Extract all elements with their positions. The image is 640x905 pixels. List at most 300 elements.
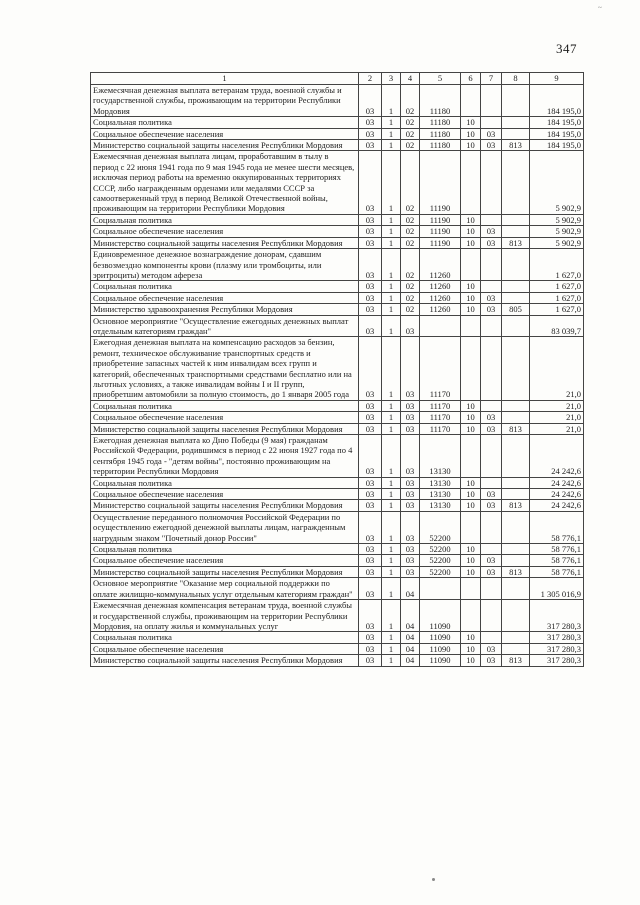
code-gr-cell: 03 (359, 151, 382, 214)
table-row (91, 489, 584, 500)
code-sp-cell: 1 (382, 337, 401, 400)
code-dir-cell: 52200 (420, 555, 461, 566)
code-subsection-cell (481, 632, 502, 643)
code-gr-cell: 03 (359, 578, 382, 600)
item-name-cell: Социальная политика (91, 400, 359, 411)
code-main-cell: 02 (401, 304, 420, 315)
table-row (91, 337, 584, 400)
code-section-cell: 10 (461, 214, 481, 225)
code-main-cell: 03 (401, 489, 420, 500)
code-gr-cell: 03 (359, 304, 382, 315)
amount-cell: 21,0 (530, 412, 584, 423)
code-gr-cell: 03 (359, 226, 382, 237)
code-main-cell: 02 (401, 292, 420, 303)
code-dir-cell: 52200 (420, 566, 461, 577)
code-dir-cell: 11090 (420, 600, 461, 632)
scan-speck (432, 878, 435, 881)
code-main-cell: 02 (401, 226, 420, 237)
code-main-cell: 03 (401, 511, 420, 543)
code-dir-cell: 11180 (420, 117, 461, 128)
code-dir-cell: 11170 (420, 337, 461, 400)
code-dept-cell (502, 435, 530, 478)
code-section-cell: 10 (461, 128, 481, 139)
code-main-cell: 03 (401, 435, 420, 478)
amount-cell: 184 195,0 (530, 140, 584, 151)
code-section-cell (461, 85, 481, 117)
table-row (91, 632, 584, 643)
code-main-cell: 03 (401, 566, 420, 577)
code-section-cell (461, 600, 481, 632)
code-section-cell (461, 578, 481, 600)
amount-cell: 21,0 (530, 400, 584, 411)
code-subsection-cell: 03 (481, 292, 502, 303)
code-main-cell: 04 (401, 632, 420, 643)
code-gr-cell: 03 (359, 249, 382, 281)
code-dir-cell: 11180 (420, 128, 461, 139)
code-dir-cell (420, 578, 461, 600)
item-name-cell: Социальная политика (91, 281, 359, 292)
code-main-cell: 03 (401, 500, 420, 511)
code-dir-cell: 11170 (420, 400, 461, 411)
table-row (91, 477, 584, 488)
amount-cell: 5 902,9 (530, 214, 584, 225)
corner-scan-mark: ~ (598, 4, 602, 12)
code-dept-cell (502, 555, 530, 566)
amount-cell: 58 776,1 (530, 511, 584, 543)
item-name-cell: Министерство социальной защиты населения Республики Мордовия (91, 237, 359, 248)
code-sp-cell: 1 (382, 128, 401, 139)
item-name-cell: Ежемесячная денежная выплата ветеранам труда, военной службы и государственной службы, проживающим на территории Республики Мордовия (91, 85, 359, 117)
code-dir-cell: 13130 (420, 489, 461, 500)
code-section-cell: 10 (461, 555, 481, 566)
code-dept-cell (502, 578, 530, 600)
item-name-cell: Ежемесячная денежная выплата лицам, проработавшим в тылу в период с 22 июня 1941 года по 9 мая 1945 года не менее шести месяцев, исключая период работы на временно оккупированных территориях СССР, либо награжденным орденами или медалями СССР за самоотверженный труд в период Великой Отечественной войны, проживающим на территории Республики Мордовия (91, 151, 359, 214)
code-dept-cell (502, 544, 530, 555)
code-subsection-cell: 03 (481, 304, 502, 315)
code-dir-cell: 13130 (420, 477, 461, 488)
code-subsection-cell (481, 511, 502, 543)
code-gr-cell: 03 (359, 500, 382, 511)
code-dept-cell (502, 226, 530, 237)
code-dir-cell: 11180 (420, 85, 461, 117)
code-subsection-cell: 03 (481, 412, 502, 423)
code-dept-cell: 813 (502, 237, 530, 248)
item-name-cell: Министерство социальной защиты населения Республики Мордовия (91, 140, 359, 151)
code-subsection-cell (481, 85, 502, 117)
code-sp-cell: 1 (382, 249, 401, 281)
amount-cell: 5 902,9 (530, 237, 584, 248)
code-sp-cell: 1 (382, 578, 401, 600)
code-section-cell: 10 (461, 477, 481, 488)
table-row (91, 304, 584, 315)
code-sp-cell: 1 (382, 544, 401, 555)
code-sp-cell: 1 (382, 214, 401, 225)
code-sp-cell: 1 (382, 566, 401, 577)
code-dept-cell (502, 412, 530, 423)
table-row (91, 500, 584, 511)
code-dept-cell (502, 281, 530, 292)
item-name-cell: Социальное обеспечение населения (91, 555, 359, 566)
code-main-cell: 03 (401, 337, 420, 400)
code-sp-cell: 1 (382, 226, 401, 237)
code-dir-cell: 11170 (420, 423, 461, 434)
code-dir-cell: 11260 (420, 304, 461, 315)
code-gr-cell: 03 (359, 412, 382, 423)
code-gr-cell: 03 (359, 128, 382, 139)
code-subsection-cell (481, 600, 502, 632)
code-section-cell: 10 (461, 423, 481, 434)
code-subsection-cell (481, 435, 502, 478)
code-section-cell: 10 (461, 643, 481, 654)
amount-cell: 317 280,3 (530, 600, 584, 632)
code-sp-cell: 1 (382, 304, 401, 315)
item-name-cell: Министерство социальной защиты населения Республики Мордовия (91, 566, 359, 577)
code-sp-cell: 1 (382, 400, 401, 411)
amount-cell: 317 280,3 (530, 643, 584, 654)
code-section-cell: 10 (461, 292, 481, 303)
amount-cell: 58 776,1 (530, 566, 584, 577)
code-main-cell: 03 (401, 315, 420, 337)
code-dir-cell: 11190 (420, 151, 461, 214)
code-main-cell: 02 (401, 128, 420, 139)
code-main-cell: 03 (401, 400, 420, 411)
code-dept-cell: 813 (502, 423, 530, 434)
item-name-cell: Социальная политика (91, 544, 359, 555)
code-subsection-cell (481, 477, 502, 488)
amount-cell: 83 039,7 (530, 315, 584, 337)
code-dept-cell (502, 128, 530, 139)
code-main-cell: 04 (401, 600, 420, 632)
code-subsection-cell: 03 (481, 643, 502, 654)
header-cell: 5 (420, 73, 461, 85)
header-cell: 6 (461, 73, 481, 85)
table-row (91, 214, 584, 225)
code-section-cell: 10 (461, 632, 481, 643)
code-subsection-cell: 03 (481, 423, 502, 434)
code-dir-cell: 13130 (420, 500, 461, 511)
amount-cell: 184 195,0 (530, 85, 584, 117)
code-dir-cell: 11260 (420, 292, 461, 303)
table-row (91, 412, 584, 423)
code-gr-cell: 03 (359, 337, 382, 400)
code-sp-cell: 1 (382, 489, 401, 500)
item-name-cell: Социальная политика (91, 477, 359, 488)
code-gr-cell: 03 (359, 400, 382, 411)
code-gr-cell: 03 (359, 140, 382, 151)
code-sp-cell: 1 (382, 600, 401, 632)
table-row (91, 117, 584, 128)
code-main-cell: 02 (401, 151, 420, 214)
code-subsection-cell: 03 (481, 555, 502, 566)
item-name-cell: Ежегодная денежная выплата ко Дню Победы (9 мая) гражданам Российской Федерации, родившимся в период с 22 июня 1927 года по 4 сентября 1945 года - "детям войны", постоянно проживающим на территории Республики Мордовия (91, 435, 359, 478)
code-sp-cell: 1 (382, 655, 401, 666)
code-main-cell: 03 (401, 477, 420, 488)
code-gr-cell: 03 (359, 85, 382, 117)
table-row (91, 643, 584, 654)
table-row (91, 237, 584, 248)
code-sp-cell: 1 (382, 511, 401, 543)
code-sp-cell: 1 (382, 292, 401, 303)
code-dept-cell: 813 (502, 566, 530, 577)
code-dept-cell (502, 489, 530, 500)
item-name-cell: Основное мероприятие "Оказание мер социальной поддержки по оплате жилищно-коммунальных услуг отдельным категориям граждан" (91, 578, 359, 600)
code-gr-cell: 03 (359, 600, 382, 632)
table-row (91, 85, 584, 117)
table-row (91, 226, 584, 237)
code-section-cell (461, 435, 481, 478)
code-gr-cell: 03 (359, 435, 382, 478)
code-section-cell (461, 511, 481, 543)
amount-cell: 1 627,0 (530, 281, 584, 292)
code-dept-cell (502, 400, 530, 411)
code-dir-cell: 11190 (420, 214, 461, 225)
code-section-cell: 10 (461, 400, 481, 411)
code-sp-cell: 1 (382, 555, 401, 566)
code-sp-cell: 1 (382, 643, 401, 654)
code-dir-cell (420, 315, 461, 337)
code-subsection-cell (481, 400, 502, 411)
table-row (91, 292, 584, 303)
code-dept-cell: 813 (502, 140, 530, 151)
table-row (91, 435, 584, 478)
item-name-cell: Социальное обеспечение населения (91, 412, 359, 423)
code-gr-cell: 03 (359, 643, 382, 654)
code-section-cell: 10 (461, 117, 481, 128)
code-main-cell: 02 (401, 249, 420, 281)
code-section-cell: 10 (461, 237, 481, 248)
amount-cell: 1 627,0 (530, 292, 584, 303)
code-dept-cell (502, 337, 530, 400)
code-main-cell: 03 (401, 423, 420, 434)
code-subsection-cell (481, 117, 502, 128)
amount-cell: 5 902,9 (530, 226, 584, 237)
amount-cell: 24 242,6 (530, 489, 584, 500)
code-section-cell: 10 (461, 500, 481, 511)
item-name-cell: Социальная политика (91, 214, 359, 225)
table-row (91, 600, 584, 632)
header-cell: 4 (401, 73, 420, 85)
header-cell: 3 (382, 73, 401, 85)
code-dept-cell (502, 85, 530, 117)
table-row (91, 578, 584, 600)
code-subsection-cell (481, 249, 502, 281)
code-subsection-cell: 03 (481, 237, 502, 248)
code-section-cell: 10 (461, 304, 481, 315)
code-dir-cell: 11090 (420, 643, 461, 654)
table-row (91, 128, 584, 139)
code-subsection-cell: 03 (481, 140, 502, 151)
budget-table (90, 72, 584, 667)
code-dept-cell (502, 292, 530, 303)
code-sp-cell: 1 (382, 140, 401, 151)
code-subsection-cell (481, 281, 502, 292)
code-section-cell (461, 249, 481, 281)
amount-cell: 184 195,0 (530, 117, 584, 128)
item-name-cell: Социальное обеспечение населения (91, 643, 359, 654)
code-dept-cell (502, 315, 530, 337)
item-name-cell: Министерство социальной защиты населения Республики Мордовия (91, 500, 359, 511)
code-dept-cell: 813 (502, 500, 530, 511)
code-gr-cell: 03 (359, 292, 382, 303)
code-gr-cell: 03 (359, 117, 382, 128)
code-sp-cell: 1 (382, 237, 401, 248)
code-section-cell: 10 (461, 566, 481, 577)
table-row (91, 566, 584, 577)
item-name-cell: Основное мероприятие "Осуществление ежегодных денежных выплат отдельным категориям граждан" (91, 315, 359, 337)
code-sp-cell: 1 (382, 117, 401, 128)
amount-cell: 317 280,3 (530, 655, 584, 666)
code-dir-cell: 11190 (420, 237, 461, 248)
code-sp-cell: 1 (382, 435, 401, 478)
code-section-cell (461, 315, 481, 337)
code-gr-cell: 03 (359, 511, 382, 543)
code-section-cell (461, 337, 481, 400)
code-dir-cell: 11190 (420, 226, 461, 237)
amount-cell: 1 627,0 (530, 249, 584, 281)
code-dir-cell: 11260 (420, 249, 461, 281)
code-section-cell: 10 (461, 281, 481, 292)
code-main-cell: 03 (401, 412, 420, 423)
table-row (91, 655, 584, 666)
code-dir-cell: 13130 (420, 435, 461, 478)
item-name-cell: Социальное обеспечение населения (91, 292, 359, 303)
code-section-cell: 10 (461, 140, 481, 151)
code-main-cell: 02 (401, 140, 420, 151)
code-dir-cell: 11090 (420, 632, 461, 643)
code-gr-cell: 03 (359, 281, 382, 292)
code-gr-cell: 03 (359, 315, 382, 337)
item-name-cell: Социальная политика (91, 632, 359, 643)
item-name-cell: Ежегодная денежная выплата на компенсацию расходов за бензин, ремонт, техническое обслуживание транспортных средств и приобретение запасных частей к ним инвалидам всех групп и категорий, обеспеченных транспортными средствами бесплатно или на льготных условиях, а также инвалидам войны I и II групп, приобретшим автомобили за полную стоимость, до 1 января 2005 года (91, 337, 359, 400)
code-gr-cell: 03 (359, 477, 382, 488)
code-gr-cell: 03 (359, 655, 382, 666)
code-gr-cell: 03 (359, 489, 382, 500)
code-dept-cell (502, 249, 530, 281)
table-row (91, 400, 584, 411)
code-dir-cell: 52200 (420, 511, 461, 543)
item-name-cell: Социальная политика (91, 117, 359, 128)
code-dir-cell: 52200 (420, 544, 461, 555)
table-row (91, 423, 584, 434)
code-dept-cell (502, 643, 530, 654)
table-row (91, 140, 584, 151)
code-sp-cell: 1 (382, 315, 401, 337)
code-main-cell: 02 (401, 117, 420, 128)
code-main-cell: 03 (401, 555, 420, 566)
code-sp-cell: 1 (382, 500, 401, 511)
code-dept-cell: 813 (502, 655, 530, 666)
header-cell: 9 (530, 73, 584, 85)
code-dept-cell (502, 117, 530, 128)
code-subsection-cell (481, 214, 502, 225)
amount-cell: 24 242,6 (530, 477, 584, 488)
code-subsection-cell: 03 (481, 489, 502, 500)
code-subsection-cell: 03 (481, 128, 502, 139)
page-number: 347 (556, 41, 577, 56)
amount-cell: 24 242,6 (530, 435, 584, 478)
item-name-cell: Единовременное денежное вознаграждение донорам, сдавшим безвозмездно компоненты крови (плазму или тромбоциты, или эритроциты) методом афереза (91, 249, 359, 281)
code-section-cell (461, 151, 481, 214)
table-row (91, 555, 584, 566)
table-row (91, 544, 584, 555)
table-body (91, 85, 584, 667)
code-main-cell: 02 (401, 281, 420, 292)
header-cell: 7 (481, 73, 502, 85)
code-section-cell: 10 (461, 489, 481, 500)
amount-cell: 1 305 016,9 (530, 578, 584, 600)
code-sp-cell: 1 (382, 412, 401, 423)
code-gr-cell: 03 (359, 214, 382, 225)
header-cell: 2 (359, 73, 382, 85)
code-main-cell: 02 (401, 85, 420, 117)
item-name-cell: Осуществление переданного полномочия Российской Федерации по осуществлению ежегодной денежной выплаты лицам, награжденным нагрудным знаком "Почетный донор России" (91, 511, 359, 543)
code-subsection-cell (481, 337, 502, 400)
table-row (91, 249, 584, 281)
code-dept-cell (502, 632, 530, 643)
item-name-cell: Ежемесячная денежная компенсация ветеранам труда, военной службы и государственной службы, проживающим на территории Республики Мордовия, на оплату жилья и коммунальных услуг (91, 600, 359, 632)
item-name-cell: Министерство социальной защиты населения Республики Мордовия (91, 655, 359, 666)
item-name-cell: Социальное обеспечение населения (91, 226, 359, 237)
code-main-cell: 03 (401, 544, 420, 555)
code-gr-cell: 03 (359, 632, 382, 643)
code-sp-cell: 1 (382, 281, 401, 292)
item-name-cell: Министерство здравоохранения Республики Мордовия (91, 304, 359, 315)
header-cell: 8 (502, 73, 530, 85)
code-gr-cell: 03 (359, 566, 382, 577)
code-main-cell: 02 (401, 214, 420, 225)
table-row (91, 281, 584, 292)
code-subsection-cell: 03 (481, 226, 502, 237)
code-subsection-cell: 03 (481, 500, 502, 511)
code-sp-cell: 1 (382, 477, 401, 488)
code-dept-cell (502, 477, 530, 488)
table-row (91, 315, 584, 337)
amount-cell: 1 627,0 (530, 304, 584, 315)
amount-cell: 24 242,6 (530, 500, 584, 511)
code-subsection-cell (481, 151, 502, 214)
code-sp-cell: 1 (382, 632, 401, 643)
table-header-row (91, 73, 584, 85)
code-gr-cell: 03 (359, 555, 382, 566)
amount-cell: 184 195,0 (530, 128, 584, 139)
code-subsection-cell (481, 578, 502, 600)
code-section-cell: 10 (461, 226, 481, 237)
code-dir-cell: 11090 (420, 655, 461, 666)
code-dept-cell (502, 214, 530, 225)
code-dept-cell (502, 600, 530, 632)
amount-cell: 58 776,1 (530, 555, 584, 566)
amount-cell: 5 902,9 (530, 151, 584, 214)
amount-cell: 58 776,1 (530, 544, 584, 555)
code-sp-cell: 1 (382, 85, 401, 117)
code-main-cell: 04 (401, 643, 420, 654)
code-sp-cell: 1 (382, 151, 401, 214)
code-subsection-cell (481, 315, 502, 337)
code-dept-cell (502, 511, 530, 543)
code-dir-cell: 11260 (420, 281, 461, 292)
code-gr-cell: 03 (359, 423, 382, 434)
code-dept-cell (502, 151, 530, 214)
code-subsection-cell: 03 (481, 566, 502, 577)
code-dir-cell: 11180 (420, 140, 461, 151)
table-row (91, 511, 584, 543)
code-dir-cell: 11170 (420, 412, 461, 423)
amount-cell: 21,0 (530, 337, 584, 400)
code-section-cell: 10 (461, 655, 481, 666)
code-main-cell: 02 (401, 237, 420, 248)
table-row (91, 151, 584, 214)
code-section-cell: 10 (461, 544, 481, 555)
